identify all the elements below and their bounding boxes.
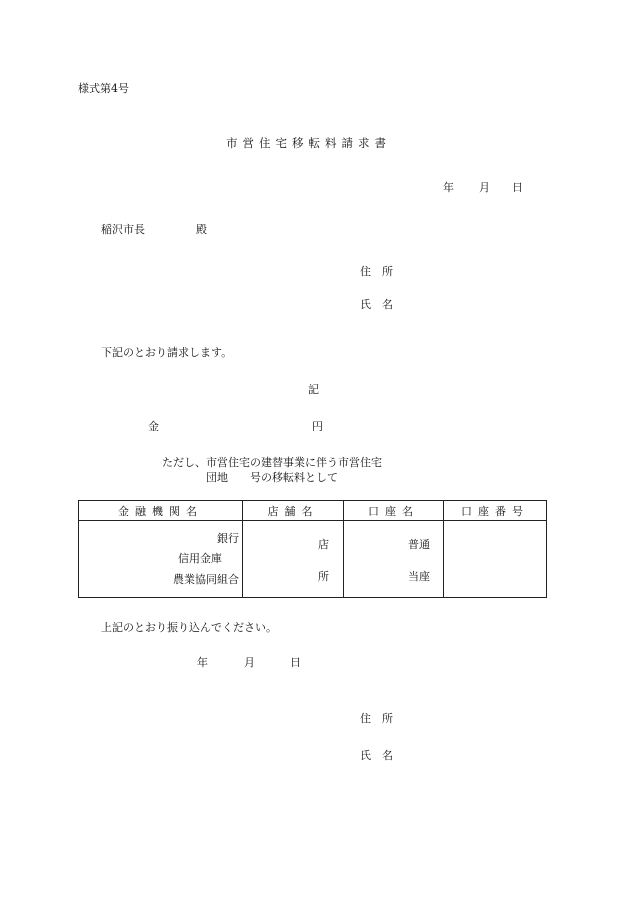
header-institution-name: 金融機関名 <box>79 501 243 521</box>
footer-year-label: 年 <box>197 656 208 669</box>
amount-prefix: 金 <box>148 420 159 433</box>
footer-day-label: 日 <box>290 656 301 669</box>
addressee-name: 稲沢市長 <box>101 223 145 236</box>
branch-type-office: 所 <box>318 570 329 583</box>
proviso-line-2: 団地 号の移転料として <box>206 471 338 484</box>
date-day-label: 日 <box>512 181 523 194</box>
name-label: 氏 名 <box>360 298 393 311</box>
bank-account-table <box>78 500 547 598</box>
bank-table-header-row <box>79 501 547 521</box>
date-month-label: 月 <box>479 181 490 194</box>
institution-type-credit-union: 信用金庫 <box>178 552 222 565</box>
ki-label: 記 <box>308 383 319 396</box>
document-title: 市営住宅移転料請求書 <box>226 136 391 150</box>
account-type-checking: 当座 <box>408 570 430 583</box>
footer-month-label: 月 <box>244 656 255 669</box>
bottom-name-label: 氏 名 <box>360 749 393 762</box>
account-type-ordinary: 普通 <box>408 538 430 551</box>
institution-cell[interactable] <box>79 521 243 598</box>
bank-table-body-row <box>79 521 547 598</box>
header-branch-name: 店舗名 <box>243 501 344 521</box>
date-year-label: 年 <box>443 181 454 194</box>
form-number: 様式第4号 <box>78 82 129 95</box>
account-number-cell[interactable] <box>444 521 547 598</box>
amount-suffix: 円 <box>312 420 323 433</box>
proviso-line-1: ただし、市営住宅の建替事業に伴う市営住宅 <box>162 456 382 469</box>
bottom-address-label: 住 所 <box>360 712 393 725</box>
header-account-type: 口座名 <box>344 501 444 521</box>
institution-type-agricultural-coop: 農業協同組合 <box>173 573 239 586</box>
account-type-cell[interactable] <box>344 521 444 598</box>
address-label: 住 所 <box>360 265 393 278</box>
branch-cell[interactable] <box>243 521 344 598</box>
request-text: 下記のとおり請求します。 <box>101 346 233 359</box>
addressee-honorific: 殿 <box>196 223 207 236</box>
institution-type-bank: 銀行 <box>217 532 239 545</box>
branch-type-store: 店 <box>318 538 329 551</box>
transfer-text: 上記のとおり振り込んでください。 <box>101 621 277 634</box>
header-account-number: 口座番号 <box>444 501 547 521</box>
